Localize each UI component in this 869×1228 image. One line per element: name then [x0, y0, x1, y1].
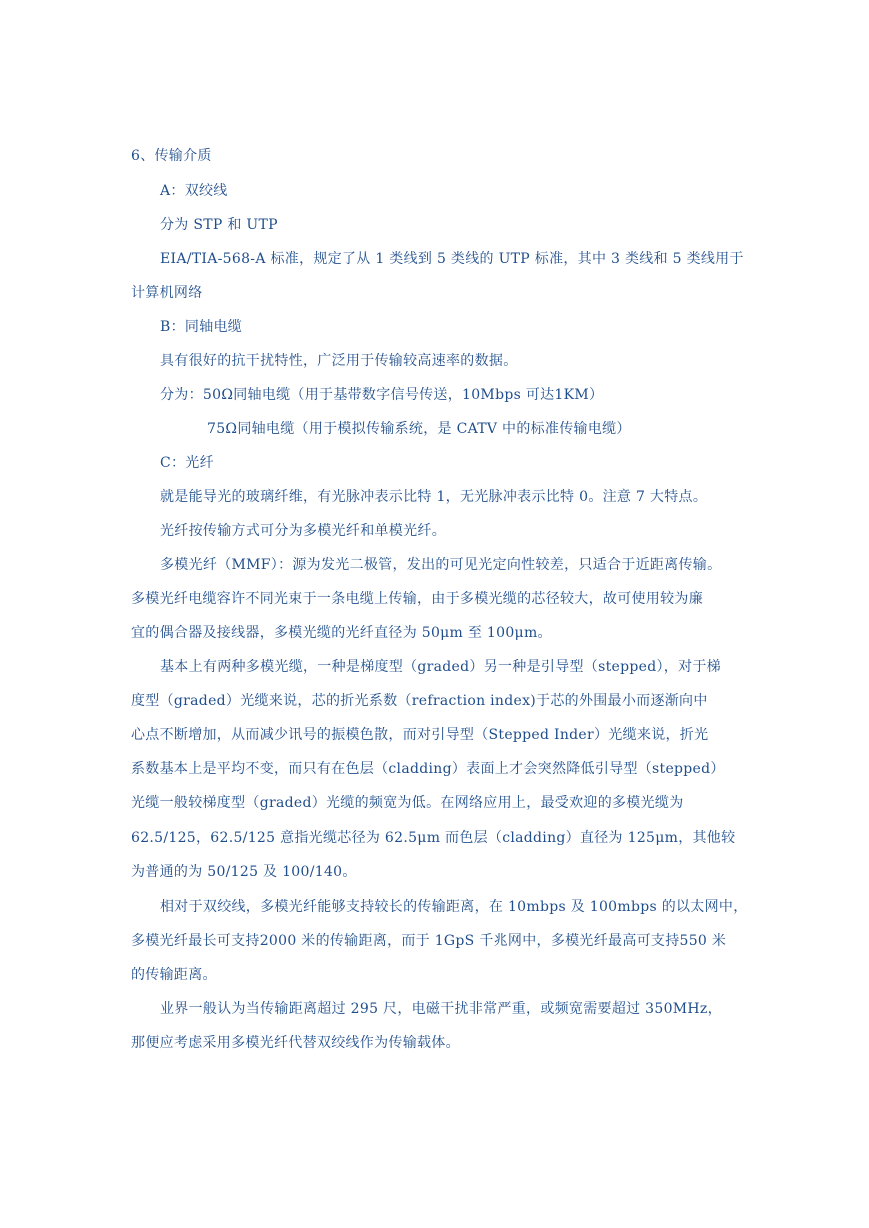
paragraph-line: 分为：50Ω同轴电缆（用于基带数字信号传送，10Mbps 可达1KM） [160, 387, 604, 403]
paragraph-line: 光缆一般较梯度型（graded）光缆的频宽为低。在网络应用上，最受欢迎的多模光缆为 [131, 795, 684, 811]
paragraph-line: 多模光纤最长可支持2000 米的传输距离，而于 1GpS 千兆网中，多模光纤最高可支持550 米 [131, 933, 727, 949]
paragraph-line: 度型（graded）光缆来说，芯的折光系数（refraction index)于芯的外围最小而逐渐向中 [131, 693, 708, 709]
paragraph-line: 那便应考虑采用多模光纤代替双绞线作为传输载体。 [131, 1035, 460, 1051]
paragraph-line: 光纤按传输方式可分为多模光纤和单模光纤。 [160, 523, 446, 539]
paragraph-line: 分为 STP 和 UTP [160, 217, 278, 233]
paragraph-line: 心点不断增加，从而减少讯号的振模色散，而对引导型（Stepped Inder）光缆来说，折光 [131, 727, 709, 743]
paragraph-line: 计算机网络 [131, 285, 203, 301]
paragraph-line: 多模光纤电缆容许不同光束于一条电缆上传输，由于多模光缆的芯径较大，故可使用较为廉 [131, 591, 703, 607]
paragraph-line: 75Ω同轴电缆（用于模拟传输系统，是 CATV 中的标准传输电缆） [207, 421, 631, 437]
paragraph-line: 62.5/125，62.5/125 意指光缆芯径为 62.5μm 而色层（cladding）直径为 125μm，其他较 [131, 830, 736, 846]
paragraph-line: 基本上有两种多模光缆，一种是梯度型（graded）另一种是引导型（stepped），对于梯 [160, 659, 721, 675]
section-heading: 6、传输介质 [131, 148, 212, 164]
paragraph-line: 系数基本上是平均不变，而只有在色层（cladding）表面上才会突然降低引导型（stepped） [131, 761, 725, 777]
paragraph-line: 业界一般认为当传输距离超过 295 尺，电磁干扰非常严重，或频宽需要超过 350MHz， [160, 1001, 722, 1017]
paragraph-line: 为普通的为 50/125 及 100/140。 [131, 864, 357, 880]
paragraph-line: 多模光纤（MMF）：源为发光二极管，发出的可见光定向性较差，只适合于近距离传输。 [160, 557, 722, 573]
paragraph-line: EIA/TIA-568-A 标准，规定了从 1 类线到 5 类线的 UTP 标准，其中 3 类线和 5 类线用于 [160, 251, 744, 267]
section-b-title: B：同轴电缆 [160, 319, 243, 335]
paragraph-line: 宜的偶合器及接线器，多模光缆的光纤直径为 50μm 至 100μm。 [131, 625, 552, 641]
paragraph-line: 相对于双绞线，多模光纤能够支持较长的传输距离，在 10mbps 及 100mbps 的以太网中， [160, 899, 748, 915]
section-c-title: C：光纤 [160, 455, 214, 471]
section-a-title: A：双绞线 [160, 183, 228, 199]
paragraph-line: 就是能导光的玻璃纤维，有光脉冲表示比特 1，无光脉冲表示比特 0。注意 7 大特点。 [160, 489, 708, 505]
paragraph-line: 的传输距离。 [131, 967, 217, 983]
paragraph-line: 具有很好的抗干扰特性，广泛用于传输较高速率的数据。 [160, 353, 518, 369]
